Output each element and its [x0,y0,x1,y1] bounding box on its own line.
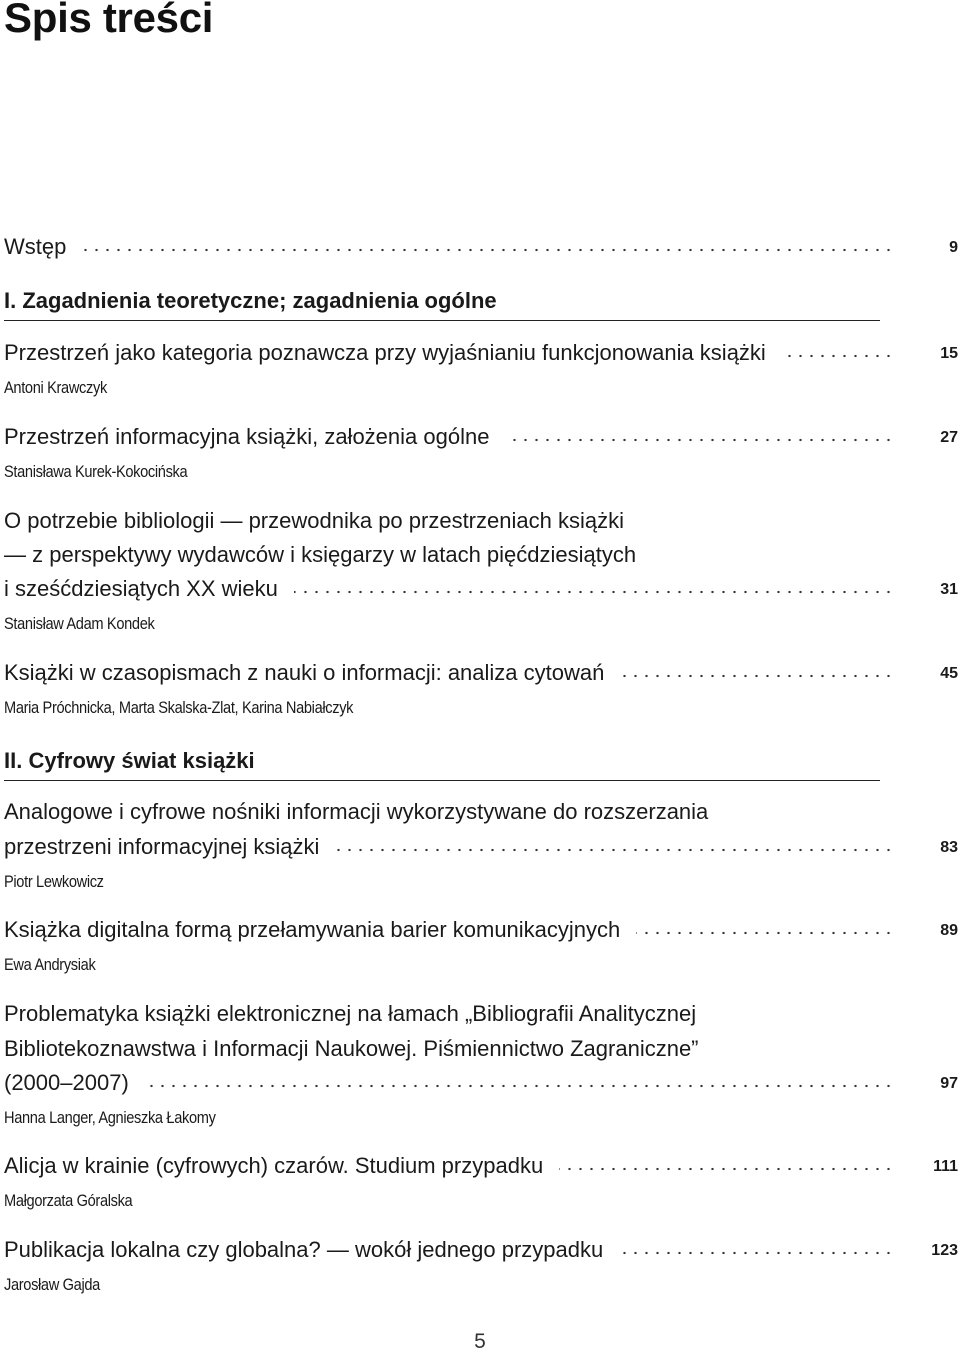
leader-dots [559,1167,894,1171]
entry-page-number: 97 [940,1075,958,1092]
leader-dots [636,931,894,935]
entry-title: i sześćdziesiątych XX wieku [4,573,292,605]
leader-dots [619,1251,894,1255]
entry-page-number: 123 [931,1242,958,1259]
entry-page-number: 111 [933,1158,958,1175]
entry-title: Wstęp [4,231,80,263]
leader-dots [145,1084,894,1088]
toc-entry[interactable] [4,1234,960,1266]
toc-entry[interactable] [4,1067,960,1099]
entry-author: Hanna Langer, Agnieszka Łakomy [4,1108,216,1127]
entry-author: Stanisław Adam Kondek [4,614,155,633]
entry-title-line[interactable]: Bibliotekoznawstwa i Informacji Naukowej. Piśmiennictwo Zagraniczne” [4,1036,699,1061]
entry-page-number: 9 [949,239,958,256]
entry-page-number: 15 [940,345,958,362]
leader-dots [335,848,894,852]
entry-title-line[interactable]: Problematyka książki elektronicznej na łamach „Bibliografii Analitycznej [4,1001,697,1026]
entry-author: Małgorzata Góralska [4,1191,133,1210]
leader-dots [294,590,894,594]
entry-title: Publikacja lokalna czy globalna? — wokół jednego przypadku [4,1234,617,1266]
toc-entry[interactable] [4,421,960,453]
toc-entry[interactable] [4,914,960,946]
entry-title: Przestrzeń informacyjna książki, założenia ogólne [4,421,503,453]
entry-title: Przestrzeń jako kategoria poznawcza przy wyjaśnianiu funkcjonowania książki [4,337,780,369]
toc-entry[interactable] [4,831,960,863]
entry-page-number: 45 [940,665,958,682]
entry-title-line[interactable]: O potrzebie bibliologii — przewodnika po przestrzeniach książki [4,508,624,533]
entry-author: Piotr Lewkowicz [4,872,104,891]
entry-author: Jarosław Gajda [4,1275,100,1294]
entry-author: Ewa Andrysiak [4,955,96,974]
entry-title: Książki w czasopismach z nauki o informacji: analiza cytowań [4,657,618,689]
leader-dots [782,354,894,358]
section-heading-2: II. Cyfrowy świat książki [4,746,880,781]
toc-entry[interactable] [4,337,960,369]
entry-title: Alicja w krainie (cyfrowych) czarów. Studium przypadku [4,1150,557,1182]
toc-entry[interactable] [4,573,960,605]
page-number: 5 [474,1330,486,1353]
entry-title: (2000–2007) [4,1067,143,1099]
page-title: Spis treści [4,0,214,41]
section-heading-1: I. Zagadnienia teoretyczne; zagadnienia ogólne [4,286,880,321]
entry-author: Stanisława Kurek-Kokocińska [4,462,188,481]
entry-author: Maria Próchnicka, Marta Skalska-Zlat, Karina Nabiałczyk [4,698,354,717]
leader-dots [82,248,894,252]
entry-page-number: 83 [940,839,958,856]
entry-title-line[interactable]: — z perspektywy wydawców i księgarzy w latach pięćdziesiątych [4,542,637,567]
toc-entry[interactable] [4,657,960,689]
entry-author: Antoni Krawczyk [4,378,107,397]
entry-title-line[interactable]: Analogowe i cyfrowe nośniki informacji wykorzystywane do rozszerzania [4,799,709,824]
entry-title: przestrzeni informacyjnej książki [4,831,333,863]
entry-page-number: 27 [940,429,958,446]
toc-entry[interactable] [4,1150,960,1182]
toc-entry-intro[interactable] [4,231,960,263]
leader-dots [620,674,894,678]
entry-page-number: 89 [940,922,958,939]
leader-dots [505,438,894,442]
entry-page-number: 31 [940,581,958,598]
entry-title: Książka digitalna formą przełamywania barier komunikacyjnych [4,914,634,946]
